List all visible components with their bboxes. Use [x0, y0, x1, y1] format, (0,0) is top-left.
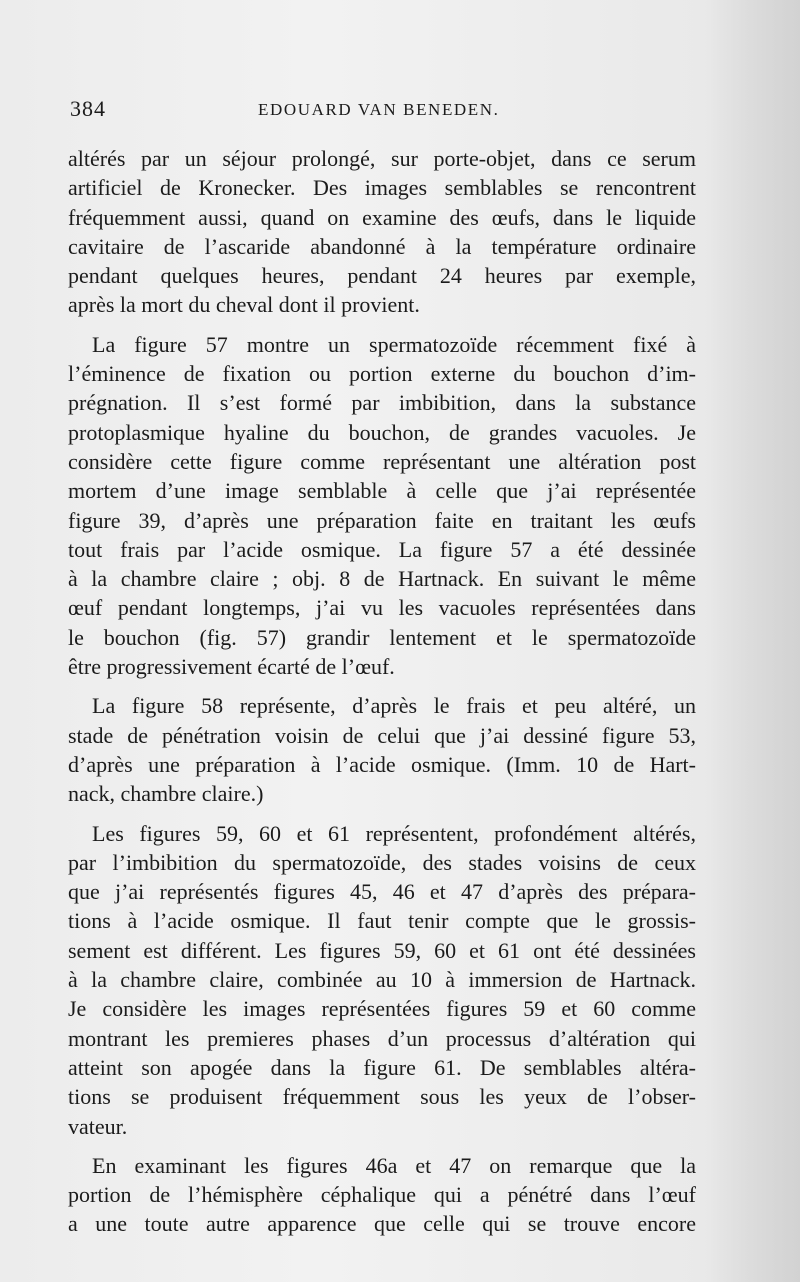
text-line: cavitaire de l’ascaride abandonné à la température ordinaire: [68, 233, 696, 259]
text-line: l’éminence de fixation ou portion externe du bouchon d’im-: [68, 361, 696, 387]
text-line: être progressivement écarté de l’œuf.: [68, 654, 395, 680]
text-line: que j’ai représentés figures 45, 46 et 47 d’après des prépara-: [68, 879, 696, 905]
page-header: [68, 96, 696, 130]
text-line: pendant quelques heures, pendant 24 heures par exemple,: [68, 263, 696, 289]
paragraph-2: [68, 330, 696, 682]
paragraph-1: [68, 144, 696, 320]
facing-page-shadow: [708, 0, 800, 1282]
text-line: artificiel de Kronecker. Des images semblables se rencontrent: [68, 175, 696, 201]
text-line: sement est différent. Les figures 59, 60 et 61 ont été dessinées: [68, 937, 696, 963]
text-line: tout frais par l’acide osmique. La figure 57 a été dessinée: [68, 536, 696, 562]
text-line: fréquemment aussi, quand on examine des œufs, dans le liquide: [68, 204, 696, 230]
text-line: figure 39, d’après une préparation faite en traitant les œufs: [68, 507, 696, 533]
text-line: Je considère les images représentées figures 59 et 60 comme: [68, 996, 696, 1022]
text-line: La figure 58 représente, d’après le frais et peu altéré, un: [92, 693, 696, 719]
text-line: considère cette figure comme représentant une altération post: [68, 448, 696, 474]
text-line: Les figures 59, 60 et 61 représentent, profondément altérés,: [92, 820, 696, 846]
text-line: par l’imbibition du spermatozoïde, des stades voisins de ceux: [68, 849, 696, 875]
text-line: nack, chambre claire.): [68, 781, 264, 807]
text-line: stade de pénétration voisin de celui que j’ai dessiné figure 53,: [68, 722, 696, 748]
text-line: à la chambre claire, combinée au 10 à immersion de Hartnack.: [68, 967, 696, 993]
text-line: montrant les premieres phases d’un processus d’altération qui: [68, 1025, 696, 1051]
text-line: a une toute autre apparence que celle qui se trouve encore: [68, 1211, 696, 1237]
text-line: mortem d’une image semblable à celle que j’ai représentée: [68, 478, 696, 504]
body-text: [68, 144, 696, 1239]
text-line: après la mort du cheval dont il provient.: [68, 292, 420, 318]
text-line: altérés par un séjour prolongé, sur porte-objet, dans ce serum: [68, 146, 696, 171]
page-number: 384: [70, 96, 106, 121]
text-line: prégnation. Il s’est formé par imbibition, dans la substance: [68, 390, 696, 416]
text-line: protoplasmique hyaline du bouchon, de grandes vacuoles. Je: [68, 419, 696, 445]
paragraph-5: [68, 1151, 696, 1239]
text-line: à la chambre claire ; obj. 8 de Hartnack. En suivant le même: [68, 566, 696, 592]
paragraph-4: [68, 819, 696, 1141]
running-head: EDOUARD VAN BENEDEN.: [258, 100, 500, 119]
text-line: œuf pendant longtemps, j’ai vu les vacuoles représentées dans: [68, 595, 696, 621]
text-line: tions se produisent fréquemment sous les yeux de l’obser-: [68, 1084, 696, 1110]
text-line: d’après une préparation à l’acide osmique. (Imm. 10 de Hart-: [68, 751, 696, 777]
paragraph-3: [68, 691, 696, 808]
text-line: vateur.: [68, 1113, 128, 1139]
text-line: La figure 57 montre un spermatozoïde récemment fixé à: [92, 331, 696, 357]
text-line: atteint son apogée dans la figure 61. De semblables altéra-: [68, 1054, 696, 1080]
text-line: portion de l’hémisphère céphalique qui a pénétré dans l’œuf: [68, 1182, 696, 1208]
text-line: le bouchon (fig. 57) grandir lentement et le spermatozoïde: [68, 624, 696, 650]
text-line: En examinant les figures 46a et 47 on remarque que la: [92, 1152, 696, 1178]
text-line: tions à l’acide osmique. Il faut tenir compte que le grossis-: [68, 908, 696, 934]
